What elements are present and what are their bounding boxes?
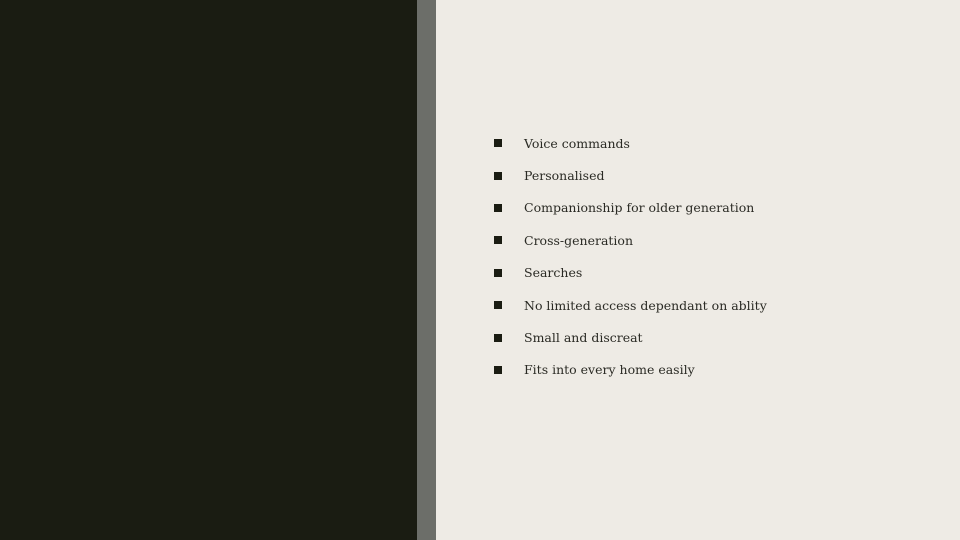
bullet-text: Voice commands [524, 135, 630, 151]
bullet-list [494, 127, 767, 386]
left-panel [0, 0, 417, 540]
square-bullet-icon [494, 139, 502, 147]
list-item [494, 224, 767, 256]
divider-bar [417, 0, 436, 540]
bullet-text: No limited access dependant on ablity [524, 297, 767, 313]
bullet-text: Personalised [524, 168, 605, 184]
list-item [494, 321, 767, 353]
bullet-text: Searches [524, 265, 583, 281]
square-bullet-icon [494, 172, 502, 180]
list-item [494, 127, 767, 159]
bullet-text: Fits into every home easily [524, 362, 695, 378]
list-item [494, 257, 767, 289]
list-item [494, 159, 767, 191]
bullet-text: Companionship for older generation [524, 200, 755, 216]
list-item [494, 192, 767, 224]
bullet-text: Small and discreat [524, 330, 643, 346]
square-bullet-icon [494, 236, 502, 244]
square-bullet-icon [494, 334, 502, 342]
square-bullet-icon [494, 301, 502, 309]
list-item [494, 354, 767, 386]
square-bullet-icon [494, 204, 502, 212]
bullet-text: Cross-generation [524, 232, 633, 248]
square-bullet-icon [494, 366, 502, 374]
list-item [494, 289, 767, 321]
square-bullet-icon [494, 269, 502, 277]
